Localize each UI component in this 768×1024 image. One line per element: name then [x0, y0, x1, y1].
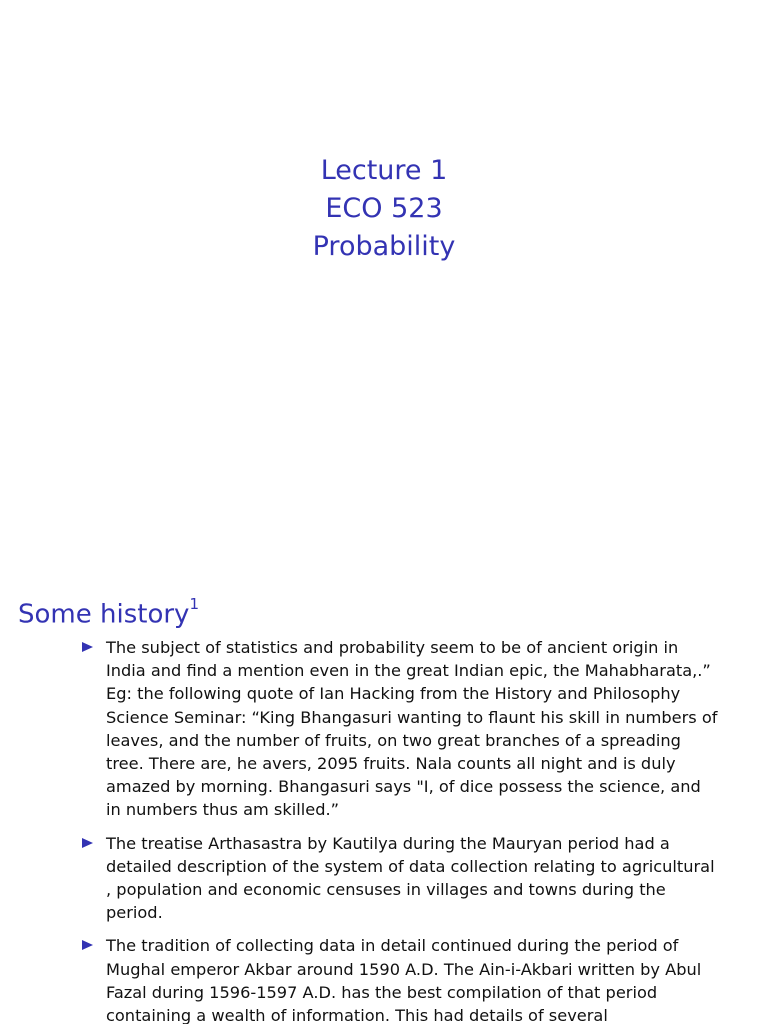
course-code: ECO 523	[325, 193, 443, 224]
bullet-triangle-icon	[82, 838, 93, 848]
bullet-item-akbar	[80, 934, 720, 1024]
frame-title	[18, 590, 199, 633]
bullet-text: The tradition of collecting data in detail continued during the period of Mughal emperor Akbar around 1590 A.D. The Ain-i-Akbari written by Abul Fazal during 1596-1597 A.D. has the best compilation of that period containing a wealth of information. This had details of several	[106, 936, 702, 1024]
bullet-text: The treatise Arthasastra by Kautilya during the Mauryan period had a detailed description of the system of data collection relating to agricultural , population and economic censuses in villages and towns during the period.	[106, 833, 715, 923]
title-block	[0, 152, 768, 266]
bullet-item-mahabharata	[80, 636, 720, 822]
bullet-triangle-icon	[82, 642, 93, 652]
bullet-item-arthasastra	[80, 832, 720, 925]
bullet-text: The subject of statistics and probability seem to be of ancient origin in India and find a mention even in the great Indian epic, the Mahabharata,.” Eg: the following quote of Ian Hacking from the History and Philosophy Science Seminar: “King Bhangasuri wanting to flaunt his skill in numbers of leaves, and the number of fruits, on two great branches of a spreading tree. There are, he avers, 2095 fruits. Nala counts all night and is duly amazed by morning. Bhangasuri says "I, of dice possess the science, and in numbers thus am skilled.”	[106, 638, 718, 820]
course-title: Probability	[312, 231, 456, 262]
history-slide	[0, 576, 768, 1024]
bullet-triangle-icon	[82, 940, 93, 950]
footnote-mark: 1	[189, 595, 199, 613]
lecture-number: Lecture 1	[320, 155, 448, 186]
frame-title-text: Some history	[18, 599, 190, 630]
bullet-list	[80, 636, 720, 1024]
